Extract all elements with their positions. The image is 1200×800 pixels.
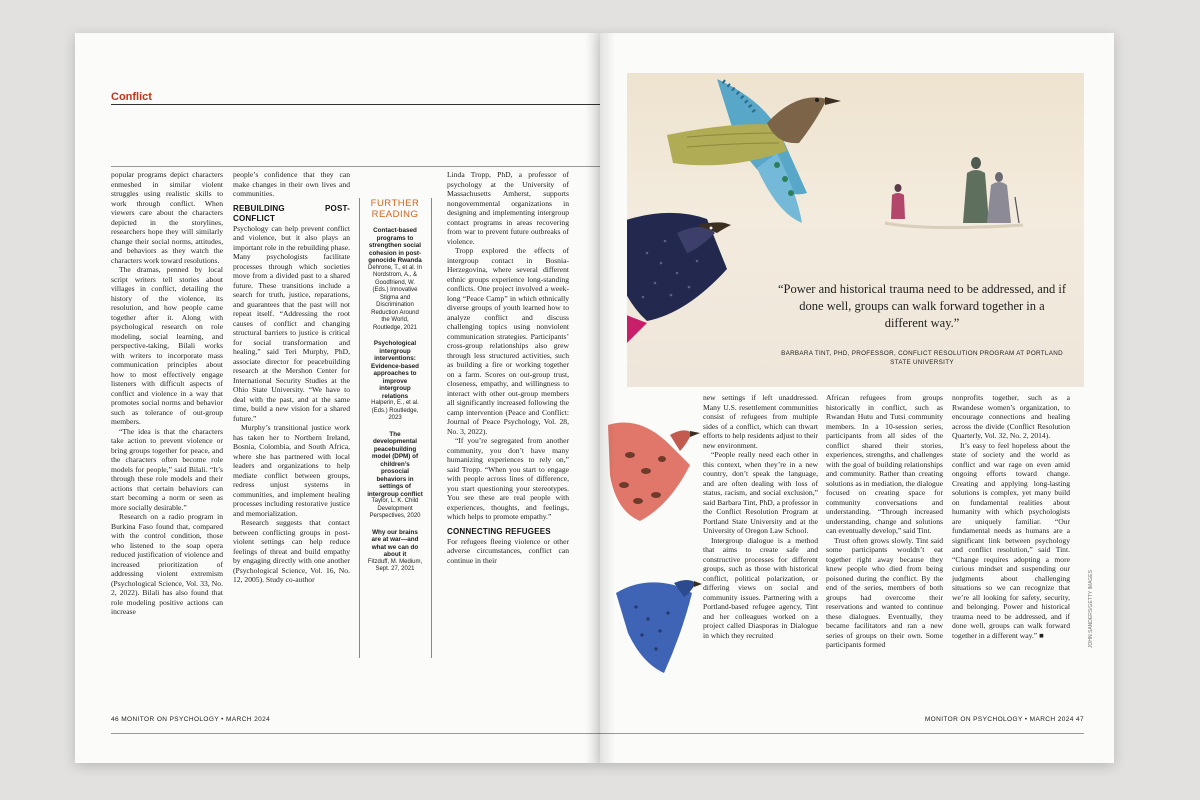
paragraph: Research on a radio program in Burkina Faso found that, compared with the control condition, those who listened to the soap opera reduced justification of violence and increased prioritization of addressing violent extremism (Psychological Science, Vol. 33, No. 2, 2022). Bilali has also found that role modeling positive actions can increase <box>111 512 223 616</box>
paragraph: Intergroup dialogue is a method that aims to create safe and constructive processes for different groups, such as those with historical conflict, political polarization, or differing views on social and community issues. Partnering with a Portland-based refugee agency, Tint and her colleagues worked on a project called Diasporas in Dialogue in which they recruited <box>703 535 818 640</box>
paragraph: African refugees from groups historically in conflict, such as Rwandan Hutu and Tutsi community members. In a 10-session series, participants from all sides of the conflict shared their stories, experiences, strengths, and challenges with the goal of building relationships and community. Rather than creating solutions as in mediation, the dialogue focused on creating space for community conversations and understanding. “Through increased understanding, change and solutions can eventually develop,” said Tint. <box>826 393 943 535</box>
illustration-panel <box>627 73 1084 387</box>
sidebar-divider-left <box>359 198 360 658</box>
paragraph: popular programs depict characters enmeshed in similar violent struggles using realistic skills to work through conflict. When viewers care about the characters depicted in the storylines, researchers hope they will similarly change their social norms, attitudes, and behaviors as they watch the characters work toward resolutions. <box>111 170 223 265</box>
left-column-1 <box>111 170 223 617</box>
paragraph: Murphy’s transitional justice work has taken her to Northern Ireland, Bosnia, Colombia, and South Africa, where she has partnered with local leaders and organizations to help mediate conflict between groups, redress unjust systems in communities, and implement healing processes including restorative justice and memorialization. <box>233 423 350 518</box>
photo-credit: JOHN SANDERS/GETTY IMAGES <box>1088 570 1094 648</box>
family-figures <box>885 157 1023 228</box>
paragraph: “If you’re segregated from another community, you don’t have many humanizing experiences to rely on,” said Tropp. “When you start to engage with people across lines of difference, you start questioning your stereotypes. You see these are real people with experiences, thoughts, and feelings, which helps to promote empathy.” <box>447 436 569 521</box>
reading-item: Psychological intergroup interventions: Evidence-based approaches to improve intergroup relations Halperin, E., et al. (Eds.) Routledge, 2023 <box>371 340 419 421</box>
paragraph: nonprofits together, such as a Rwandese women’s organization, to encourage connections and healing across the divide (Conflict Resolution Quarterly, Vol. 32, No. 2, 2014). <box>952 393 1070 440</box>
reading-item: The developmental peacebuilding model (DPM) of children’s prosocial behaviors in settings of intergroup conflict Taylor, L. K. Child Development Perspectives, 2020 <box>367 430 423 519</box>
paragraph: Tropp explored the effects of intergroup contact in Bosnia-Herzegovina, where several different ethnic groups experience long-standing conflicts. One project involved a week-long “Peace Camp” in which ethnically diverse groups of youth learned how to analyze conflict and discuss challenging topics using nonviolent communication strategies. Participants’ cross-group relationships also grew through less structured activities, such as building a fire or working together on a farm. Scores on out-group trust, closeness, empathy, and willingness to interact with other out-group members all significantly increased following the camp intervention (Peace and Conflict: Journal of Peace Psychology, Vol. 28, No. 3, 2022). <box>447 246 569 436</box>
blue-green-bird <box>667 79 841 223</box>
paragraph: Psychology can help prevent conflict and violence, but it also plays an important role in the rebuilding phase. Many psychologists facilitate processes through which societies move from a divided past to a shared future. These transitions include a search for truth, justice, reparations, and guarantees that the past will not repeat itself. “Addressing the root causes of conflict and changing structural barriers to justice is critical for social transformation and healing,” said Teri Murphy, PhD, associate director for peacebuilding research at the Mershon Center for International Security Studies at the Ohio State University. “We have to deal with the past, and at the same time, build a new vision for a shared future.” <box>233 223 350 423</box>
birds-and-family-illustration <box>627 73 1084 387</box>
paragraph: For refugees fleeing violence or other adverse circumstances, conflict can continue in their <box>447 536 569 565</box>
pink-bird-illustration <box>600 415 700 525</box>
column-top-rule <box>111 166 600 167</box>
paragraph: “The idea is that the characters take action to prevent violence or bring groups together for peace, and the characters often become role models for people,” said Bilali. “It’s through these role models and their actions that certain behaviors can start becoming a norm or seen as more socially desirable.” <box>111 426 223 512</box>
reading-item: Contact-based programs to strengthen social cohesion in post-genocide Rwanda Dehrone, T., et al. In Nordstrom, A., & Goodfriend, W. (Eds.) Innovative Stigma and Discrimination Reduction Around the World, Routledge, 2021 <box>368 227 422 331</box>
pull-quote: “Power and historical trauma need to be addressed, and if done well, groups can walk forward together in a different way.” <box>777 282 1067 330</box>
pull-quote-attribution: BARBARA TINT, PHD, PROFESSOR, CONFLICT RESOLUTION PROGRAM AT PORTLAND STATE UNIVERSITY <box>781 350 1063 366</box>
right-column-2 <box>826 393 943 650</box>
right-column-3 <box>952 393 1070 640</box>
page-folio: 46 MONITOR ON PSYCHOLOGY • MARCH 2024 <box>111 716 271 723</box>
right-column-1 <box>703 393 818 640</box>
further-reading-title: FURTHER READING <box>370 198 420 220</box>
paragraph: “People really need each other in this context, when they’re in a new country, don’t speak the language, and are often dealing with loss of status, racism, and social exclusion,” said Barbara Tint, PhD, a professor in the Conflict Resolution Program at Portland State University and at the University of Oregon Law School. <box>703 450 818 535</box>
paragraph: The dramas, penned by local script writers tell stories about villages in conflict, detailing the history of the violence, its resolution, and how people came together after it. Along with psychological research on role modeling, social learning, and perspective-taking, Bilali works with writers to incorporate mass communication principles about how to most effectively engage listeners with difficult aspects of conflict and violence in a way that promotes social norms and behavior such as tolerance of out-group members. <box>111 265 223 426</box>
paragraph: Trust often grows slowly. Tint said some participants wouldn’t eat together right away because they knew people who died from being poisoned during the conflict. By the end of the series, members of both groups had overcome their reservations and wanted to continue these dialogues. Eventually, they became facilitators and ran a new series of groups on their own. Some participants formed <box>826 535 943 649</box>
page-folio: MONITOR ON PSYCHOLOGY • MARCH 2024 47 <box>924 716 1084 723</box>
paragraph: It’s easy to feel hopeless about the state of society and the world as conflict and war rage on even amid ongoing efforts toward change. Creating and applying long-lasting solutions is complex, yet many build on fundamental realities about humanity with which psychologists are uniquely familiar. “Our fundamental needs as humans are a significant link between psychology and conflict resolution,” said Tint. “Change requires adopting a more curious mindset and suspending our judgments about challenging situations so we can recognize that we’re all looking for safety, security, and belonging. Power and historical trauma need to be addressed, and if done well, groups can walk forward together in a different way.” ■ <box>952 440 1070 640</box>
reading-item: Why our brains are at war—and what we can do about it Fitzduff, M. Medium, Sept. 27, 2021 <box>367 528 423 572</box>
left-page <box>75 33 600 763</box>
footer-rule <box>111 733 600 734</box>
left-column-3 <box>447 170 569 565</box>
paragraph: Linda Tropp, PhD, a professor of psychology at the University of Massachusetts Amherst, supports nongovernmental organizations in designing and implementing intergroup contact programs in areas recovering from war to prevent future outbreaks of violence. <box>447 170 569 246</box>
further-reading-sidebar <box>367 198 423 582</box>
blue-bird-illustration <box>612 573 702 683</box>
subheading: CONNECTING REFUGEES <box>447 526 551 536</box>
subheading: REBUILDING POST-CONFLICT <box>233 203 350 223</box>
right-page <box>600 33 1114 763</box>
header-rule <box>111 104 600 105</box>
paragraph: people’s confidence that they can make changes in their own lives and communities. <box>233 170 350 198</box>
sidebar-divider-right <box>431 198 432 658</box>
footer-rule <box>600 733 1084 734</box>
left-column-2 <box>233 170 350 585</box>
section-label: Conflict <box>111 91 152 103</box>
paragraph: Research suggests that contact between conflicting groups in post-violent settings can help reduce feelings of threat and build empathy by engaging directly with one another (Psychological Science, Vol. 16, No. 12, 2005). Study co-author <box>233 518 350 584</box>
paragraph: new settings if left unaddressed. Many U.S. resettlement communities consist of refugees from multiple sides of a conflict, which can thwart efforts to help residents adjust to their new environment. <box>703 393 819 450</box>
navy-speckled-bird <box>627 213 731 343</box>
